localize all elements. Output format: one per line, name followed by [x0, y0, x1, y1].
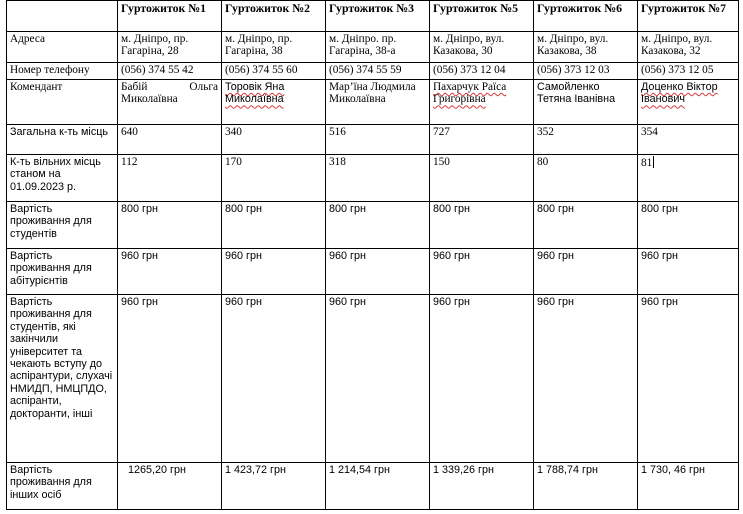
total-places-cell: 340: [222, 125, 326, 155]
address-cell: м. Дніпро, пр. Гагаріна, 28: [118, 32, 222, 63]
row-label-address: Адреса: [7, 32, 118, 63]
header-corner-cell: [7, 1, 118, 32]
header-dorm-1: Гуртожиток №1: [118, 1, 222, 32]
price-graduates-cell: 960 грн: [430, 295, 534, 463]
phone-row: [7, 63, 739, 80]
row-label-price-graduates: Вартість проживання для студентів, які закінчили університет та чекають вступу до аспірантури, слухачі НМИДП, НМЦПДО, аспіранти, докторанти, інші: [7, 295, 118, 463]
price-graduates-cell: 960 грн: [118, 295, 222, 463]
price-students-cell: 800 грн: [326, 202, 430, 249]
price-others-cell: 1 423,72 грн: [222, 463, 326, 510]
row-label-price-students: Вартість проживання для студентів: [7, 202, 118, 249]
price-students-cell: 800 грн: [430, 202, 534, 249]
dormitory-table: [6, 0, 739, 510]
price-graduates-cell: 960 грн: [222, 295, 326, 463]
total-places-cell: 354: [638, 125, 739, 155]
free-places-cell: 80: [534, 155, 638, 202]
phone-cell: (056) 374 55 59: [326, 63, 430, 80]
total-places-row: [7, 125, 739, 155]
free-places-cell: [638, 155, 739, 202]
free-places-cell: 170: [222, 155, 326, 202]
price-graduates-cell: 960 грн: [534, 295, 638, 463]
price-students-row: [7, 202, 739, 249]
commandant-name: Пахарчук Раїса Григорівна: [433, 81, 507, 106]
address-row: [7, 32, 739, 63]
header-dorm-5: Гуртожиток №5: [430, 1, 534, 32]
price-others-cell: 1 214,54 грн: [326, 463, 430, 510]
commandant-name: Бабій Ольга Миколаївна: [121, 81, 218, 106]
price-applicants-cell: 960 грн: [534, 249, 638, 295]
free-places-cell: 150: [430, 155, 534, 202]
free-places-value: 81: [641, 157, 653, 169]
row-label-price-others: Вартість проживання для інших осіб: [7, 463, 118, 510]
commandant-cell: [430, 80, 534, 125]
total-places-cell: 640: [118, 125, 222, 155]
phone-cell: (056) 373 12 05: [638, 63, 739, 80]
phone-cell: (056) 374 55 60: [222, 63, 326, 80]
address-cell: м. Дніпро, пр. Гагаріна, 38: [222, 32, 326, 63]
free-places-cell: 112: [118, 155, 222, 202]
row-label-free-places: К-ть вільних місць станом на 01.09.2023 р.: [7, 155, 118, 202]
address-cell: м. Дніпро, вул. Казакова, 32: [638, 32, 739, 63]
free-places-row: [7, 155, 739, 202]
row-label-price-applicants: Вартість проживання для абітурієнтів: [7, 249, 118, 295]
price-applicants-cell: 960 грн: [222, 249, 326, 295]
text-cursor-icon: [653, 156, 654, 168]
header-row: [7, 1, 739, 32]
commandant-cell: Самойленко Тетяна Іванівна: [534, 80, 638, 125]
row-label-total-places: Загальна к-ть місць: [7, 125, 118, 155]
price-applicants-cell: 960 грн: [326, 249, 430, 295]
commandant-name: Торовік Яна Миколаївна: [225, 81, 285, 106]
address-cell: м. Дніпро, вул. Казакова, 38: [534, 32, 638, 63]
price-students-cell: 800 грн: [534, 202, 638, 249]
price-others-cell: 1265,20 грн: [118, 463, 222, 510]
total-places-cell: 352: [534, 125, 638, 155]
total-places-cell: 727: [430, 125, 534, 155]
price-applicants-row: [7, 249, 739, 295]
price-graduates-cell: 960 грн: [326, 295, 430, 463]
price-applicants-cell: 960 грн: [118, 249, 222, 295]
price-applicants-cell: 960 грн: [638, 249, 739, 295]
price-others-cell: 1 730, 46 грн: [638, 463, 739, 510]
phone-cell: (056) 373 12 03: [534, 63, 638, 80]
address-cell: м. Дніпро, вул. Казакова, 30: [430, 32, 534, 63]
commandant-cell: Мар’їна Людмила Миколаївна: [326, 80, 430, 125]
commandant-cell: [118, 80, 222, 125]
commandant-name: Доценко Віктор Іванович: [641, 81, 718, 106]
commandant-row: [7, 80, 739, 125]
commandant-cell: [222, 80, 326, 125]
free-places-cell: 318: [326, 155, 430, 202]
row-label-phone: Номер телефону: [7, 63, 118, 80]
price-others-cell: 1 788,74 грн: [534, 463, 638, 510]
price-graduates-row: [7, 295, 739, 463]
address-cell: м. Дніпро. пр. Гагаріна, 38-а: [326, 32, 430, 63]
price-students-cell: 800 грн: [222, 202, 326, 249]
price-others-row: [7, 463, 739, 510]
header-dorm-3: Гуртожиток №3: [326, 1, 430, 32]
price-students-cell: 800 грн: [118, 202, 222, 249]
row-label-commandant: Комендант: [7, 80, 118, 125]
header-dorm-7: Гуртожиток №7: [638, 1, 739, 32]
phone-cell: (056) 374 55 42: [118, 63, 222, 80]
price-applicants-cell: 960 грн: [430, 249, 534, 295]
header-dorm-2: Гуртожиток №2: [222, 1, 326, 32]
total-places-cell: 516: [326, 125, 430, 155]
commandant-cell: [638, 80, 739, 125]
price-others-cell: 1 339,26 грн: [430, 463, 534, 510]
header-dorm-6: Гуртожиток №6: [534, 1, 638, 32]
price-graduates-cell: 960 грн: [638, 295, 739, 463]
phone-cell: (056) 373 12 04: [430, 63, 534, 80]
price-students-cell: 800 грн: [638, 202, 739, 249]
